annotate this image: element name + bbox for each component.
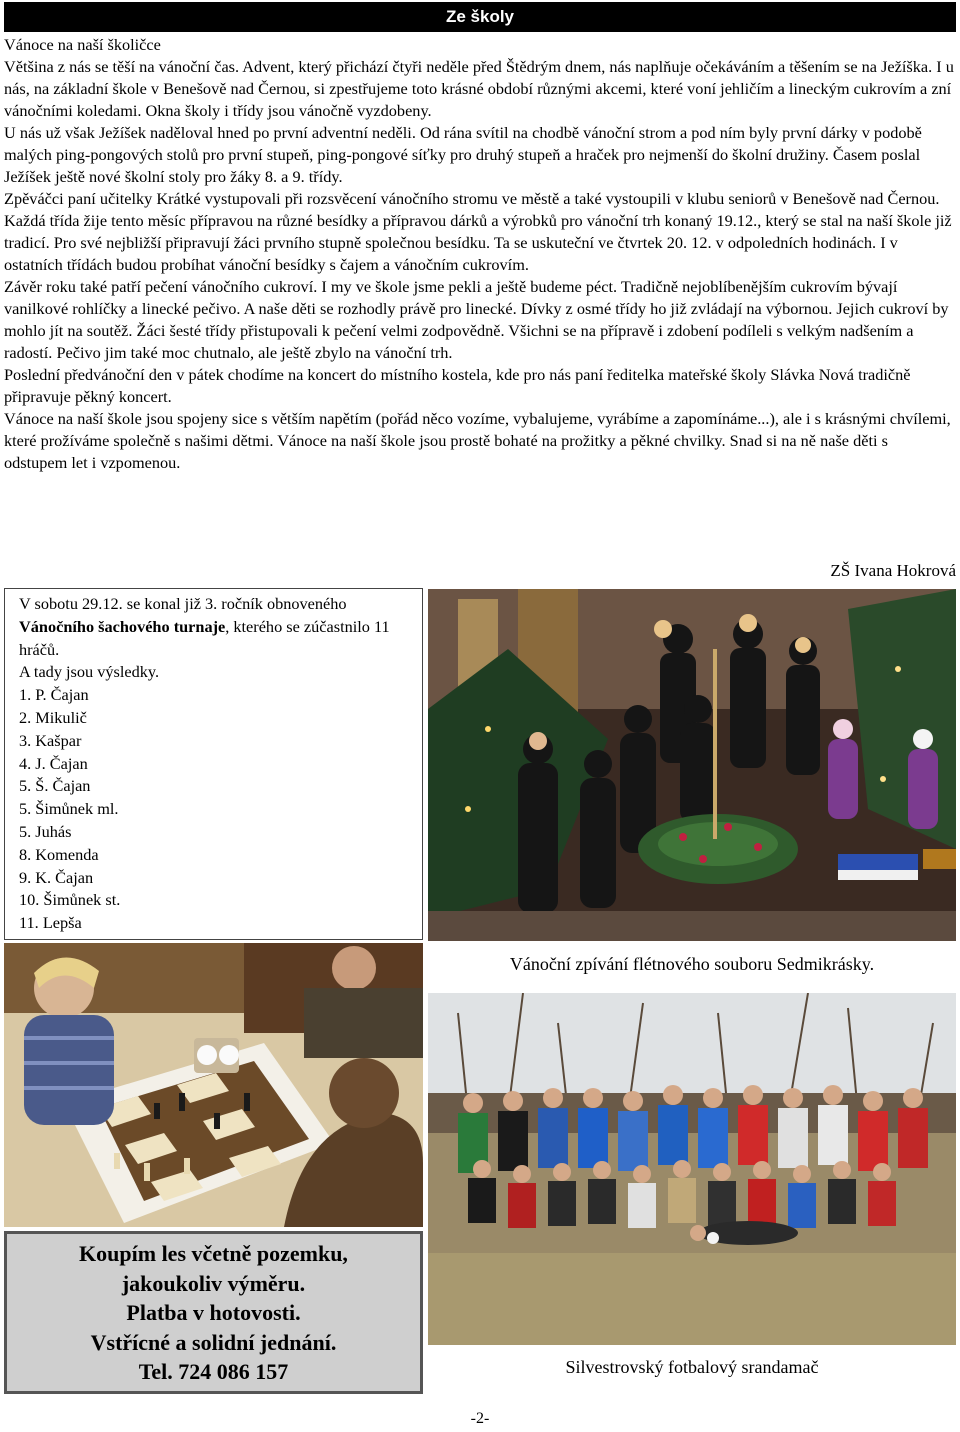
chess-tournament-box <box>4 588 423 940</box>
result-item: 3. Kašpar <box>19 730 82 750</box>
football-photo-caption: Silvestrovský fotbalový srandamač <box>565 1357 819 1377</box>
article <box>4 34 954 474</box>
result-item: 1. P. Čajan <box>19 685 89 705</box>
article-title: Vánoce na naší školičce <box>4 35 161 54</box>
result-item: 5. Juhás <box>19 821 72 841</box>
article-paragraph: Závěr roku také patří pečení vánočního cukroví. I my ve škole jsme pekli a ještě budeme péct. Tradičně nejoblíbenějším cukrovím bývají vanilkové rohlíčky a linecké pečivo. A naše děti se rozhodly právě pro linecké. Dívky z osmé třídy ho již zvládají na výbornou. Jejich cukroví by mohlo jít na soutěž. Žáci šesté třídy přistupovali k pečení velmi zodpovědně. Všichni se na přípravě i zdobení podíleli s velkým nadšením a radostí. Pečivo jim také moc chutnalo, ale ještě zbylo na vánoční trh. <box>4 277 949 362</box>
ad-line: Platba v hotovosti. <box>126 1300 301 1325</box>
result-item: 9. K. Čajan <box>19 867 94 887</box>
result-item: 8. Komenda <box>19 844 99 864</box>
ad-line: jakoukoliv výměru. <box>121 1270 306 1296</box>
ad-line: Koupím les včetně pozemku, <box>79 1241 348 1266</box>
result-item: 2. Mikulič <box>19 707 87 727</box>
chess-intro: V sobotu 29.12. se konal již 3. ročník obnoveného Vánočního šachového turnaje, kterého se zúčastnilo 11 hráčů. <box>19 594 390 659</box>
article-signature: ZŠ Ivana Hokrová <box>830 561 956 580</box>
page-number: -2- <box>470 1410 490 1427</box>
result-item: 5. Šimůnek ml. <box>19 799 119 819</box>
article-paragraph: Vánoce na naší škole jsou spojeny sice s větším napětím (pořád něco vozíme, vybalujeme, vyrábíme a zapomínáme...), ale i s krásnými chvílemi, které prožíváme společně s našimi dětmi. Vánoce na naší škole jsou prostě bohaté na prožitky a pěkné chvilky. Snad si na ně naše děti s odstupem let i vzpomenou. <box>4 409 951 472</box>
result-item: 11. Lepša <box>19 913 82 933</box>
article-paragraph: Většina z nás se těší na vánoční čas. Advent, který přichází čtyři neděle před Štědrým dnem, nás naplňuje očekáváním a těšením se na Ježíška. I u nás, na základní škole v Benešově nad Černou, si zpestřujeme toto krásné období různými akcemi, které voní jehličím a lineckým cukrovím a zní vánočními koledami. Okna školy i třídy jsou vánočně vyzdobeny. <box>4 57 954 120</box>
result-item: 10. Šimůnek st. <box>19 890 121 910</box>
article-paragraph: Poslední předvánoční den v pátek chodíme na koncert do místního kostela, kde pro nás paní ředitelka mateřské školy Slávka Nová tradičně připravuje pěkný koncert. <box>4 365 911 406</box>
section-header: Ze školy <box>4 2 956 32</box>
classified-ad <box>4 1231 423 1394</box>
result-item: 4. J. Čajan <box>19 753 88 773</box>
choir-photo <box>428 589 956 941</box>
football-team-photo <box>428 993 956 1345</box>
chess-results-heading: A tady jsou výsledky. <box>19 662 160 682</box>
choir-photo-caption: Vánoční zpívání flétnového souboru Sedmikrásky. <box>509 954 875 974</box>
ad-line: Vstřícné a solidní jednání. <box>90 1329 337 1355</box>
chess-tournament-name: Vánočního šachového turnaje <box>19 616 226 636</box>
ad-phone: Tel. 724 086 157 <box>138 1359 289 1384</box>
chess-photo <box>4 943 423 1227</box>
article-paragraph: Zpěváčci paní učitelky Krátké vystupovali při rozsvěcení vánočního stromu ve městě a také vystoupili v klubu seniorů v Benešově nad Černou. Každá třída žije tento měsíc přípravou na různé besídky a přípravou dárků a výrobků pro vánoční trh konaný 19.12., který se stal na naší škole již tradicí. Pro své nejbližší připravují žáci prvního stupně společnou besídku. Ta se uskuteční ve čtvrtek 20. 12. v odpoledních hodinách. I v ostatních třídách budou probíhat vánoční besídky s čajem a vánočním cukrovím. <box>4 189 952 274</box>
article-paragraph: U nás už však Ježíšek naděloval hned po první adventní neděli. Od rána svítil na chodbě vánoční strom a pod ním byly první dárky v podobě malých ping-pongových stolů pro první stupeň, ping-pongové síťky pro druhý stupeň a hraček pro nejmenší do školní družiny. Časem poslal Ježíšek ještě nové školní stoly pro žáky 8. a 9. třídy. <box>4 123 922 186</box>
chess-results-list <box>19 684 422 935</box>
result-item: 5. Š. Čajan <box>19 776 91 796</box>
